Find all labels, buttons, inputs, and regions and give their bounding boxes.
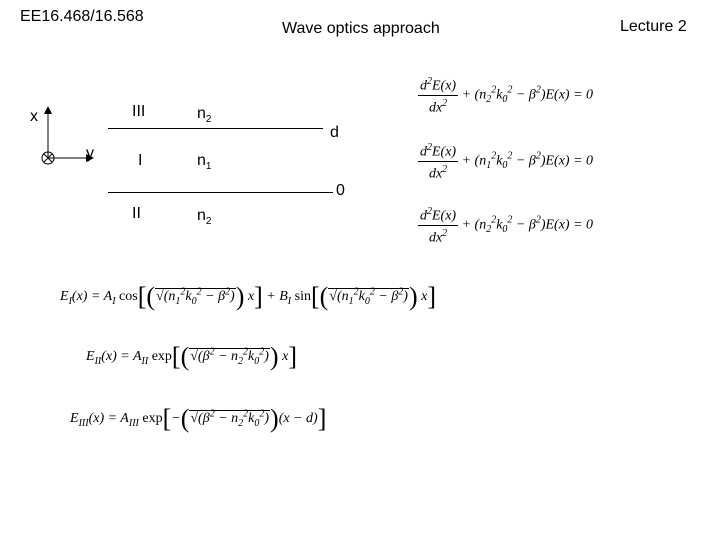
region-label-i: I	[138, 152, 143, 169]
wave-equation-ii: $\frac{d^2E(x)}{dx^2}$ + $(n_2^2k_0^2 - \beta^2)E(x) = 0$	[420, 206, 594, 246]
boundary-line-top	[108, 128, 323, 129]
x-axis-label: x	[30, 108, 38, 125]
y-axis-label: y	[86, 145, 94, 162]
boundary-line-bottom	[108, 192, 333, 193]
boundary-label-0: 0	[336, 182, 345, 199]
wave-equation-i: $\frac{d^2E(x)}{dx^2}$ + $(n_1^2k_0^2 - \beta^2)E(x) = 0$	[420, 142, 594, 182]
index-label-ii: $n_2$	[197, 207, 212, 228]
boundary-label-d: d	[330, 124, 339, 141]
solution-region-ii: $E_{II}(x) = A_{II}$ $\exp[(√(\beta^2 - n_2^2k_0^2))$ x]	[86, 342, 297, 371]
region-label-ii: II	[132, 205, 141, 222]
wave-equation-iii: $\frac{d^2E(x)}{dx^2}$ + $(n_2^2k_0^2 - \beta^2)E(x) = 0$	[420, 76, 594, 116]
page-title: Wave optics approach	[282, 20, 440, 37]
solution-region-i: $E_I(x) = A_I$ $\cos[(√(n_1^2k_0^2 - \beta^2)) x] + B_I$ $\sin[(√(n_1^2k_0^2 - \beta^2))$ x]	[60, 282, 437, 311]
solution-region-iii: $E_{III}(x) = A_{III}$ $\exp[-(√(\beta^2 - n_2^2k_0^2))(x - d)]$	[70, 404, 327, 433]
region-label-iii: III	[132, 103, 146, 120]
lecture-label: Lecture 2	[620, 18, 687, 35]
index-label-i: $n_1$	[197, 152, 212, 173]
coordinate-axes-icon	[28, 100, 108, 175]
index-label-iii: $n_2$	[197, 105, 212, 126]
course-code: EE16.468/16.568	[20, 8, 144, 25]
